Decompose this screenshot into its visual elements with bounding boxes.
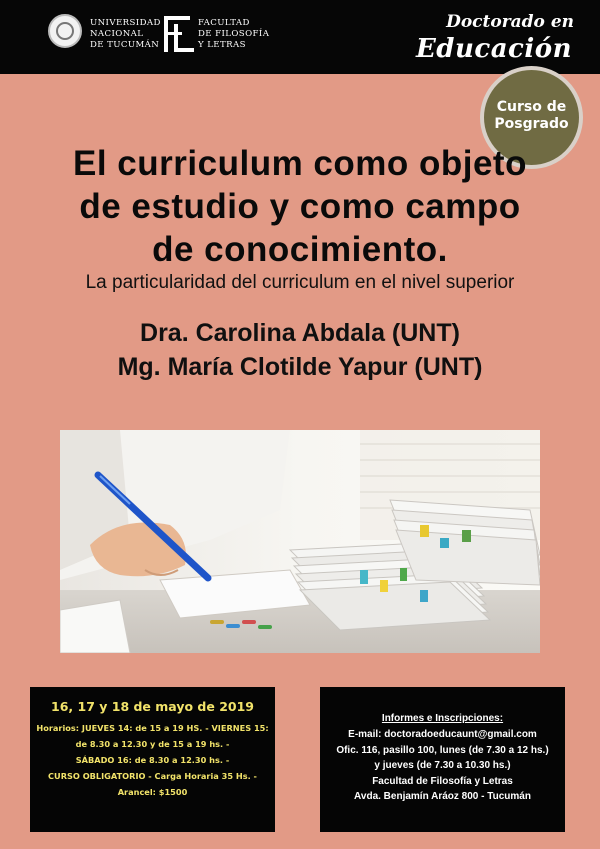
author-name: Dra. Carolina Abdala (UNT) <box>140 319 460 347</box>
contact-address: Avda. Benjamín Aráoz 800 - Tucumán <box>354 791 531 802</box>
schedule-line: SÁBADO 16: de 8.30 a 12.30 hs. - <box>75 755 230 765</box>
university-seal-icon <box>48 14 82 48</box>
header-bar <box>0 0 600 74</box>
contact-box <box>320 687 565 832</box>
author-name: Mg. María Clotilde Yapur (UNT) <box>117 353 483 381</box>
paperwork-photo <box>60 430 540 653</box>
paperwork-illustration <box>60 430 540 653</box>
contact-line: Ofic. 116, pasillo 100, lunes (de 7.30 a 12 hs.) <box>336 744 549 756</box>
program-name: Educación <box>415 34 572 64</box>
program-label: Doctorado en <box>446 12 574 32</box>
schedule-box <box>30 687 275 832</box>
title-line: El curriculum como objeto <box>73 144 527 183</box>
badge-line-1: Curso de <box>496 99 567 115</box>
authors <box>20 316 580 384</box>
faculty-name: FACULTAD DE FILOSOFÍA Y LETRAS <box>198 18 270 50</box>
course-dates: 16, 17 y 18 de mayo de 2019 <box>51 699 254 714</box>
university-name: UNIVERSIDAD NACIONAL DE TUCUMÁN <box>90 18 161 50</box>
course-subtitle: La particularidad del curriculum en el nivel superior <box>85 272 515 293</box>
schedule-line: Horarios: JUEVES 14: de 15 a 19 HS. - VIERNES 15: <box>36 723 269 733</box>
title-line: de conocimiento. <box>152 230 448 269</box>
contact-email: E-mail: doctoradoeducaunt@gmail.com <box>348 729 537 740</box>
schedule-line: CURSO OBLIGATORIO - Carga Horaria 35 Hs. - <box>48 771 257 781</box>
schedule-line: Arancel: $1500 <box>117 787 188 797</box>
contact-line: y jueves (de 7.30 a 10.30 hs.) <box>374 760 511 771</box>
contact-heading: Informes e Inscripciones: <box>381 713 504 724</box>
course-title <box>40 142 560 271</box>
contact-line: Facultad de Filosofía y Letras <box>372 775 513 787</box>
faculty-logo-icon <box>160 14 196 54</box>
title-line: de estudio y como campo <box>79 187 521 226</box>
schedule-line: de 8.30 a 12.30 y de 15 a 19 hs. - <box>75 739 230 749</box>
badge-line-2: Posgrado <box>494 116 569 132</box>
